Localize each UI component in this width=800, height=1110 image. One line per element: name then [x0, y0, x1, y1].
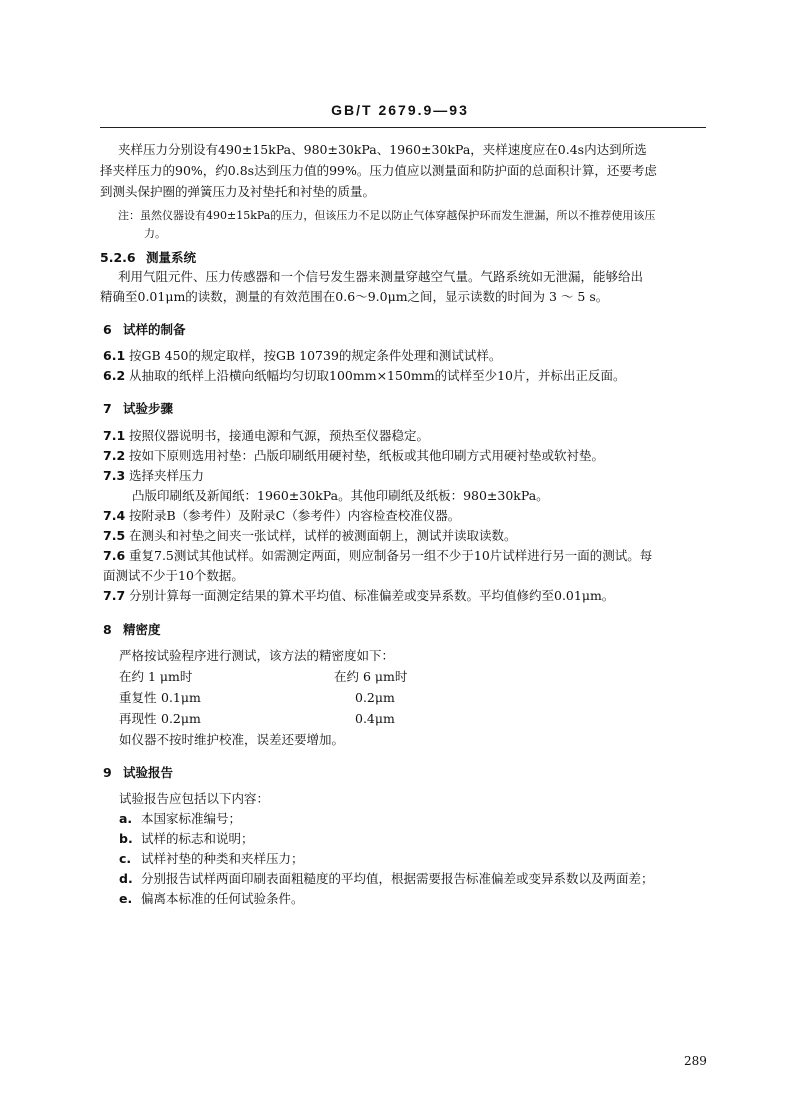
item-7-6: [103, 548, 652, 564]
report-item-e-text: 偏离本标准的任何试验条件。: [141, 891, 304, 906]
item-7-2: [103, 448, 604, 464]
precision-col-head-1: 在约 1 μm时: [119, 669, 193, 684]
item-7-7-number: 7.7: [103, 588, 126, 603]
item-7-6-text: 重复7.5测试其他试样。如需测定两面，则应制备另一组不少于10片试样进行另一面的测试。每: [129, 548, 653, 563]
section-8-number: 8: [103, 622, 112, 637]
precision-intro: 严格按试验程序进行测试，该方法的精密度如下：: [119, 648, 395, 663]
report-item-c-text: 试样衬垫的种类和夹样压力；: [141, 851, 304, 866]
item-7-5-text: 在测头和衬垫之间夹一张试样，试样的被测面朝上，测试并读取读数。: [129, 528, 517, 543]
item-7-3-number: 7.3: [103, 468, 126, 483]
section-7-number: 7: [103, 401, 112, 416]
report-item-e-label: e.: [119, 891, 133, 906]
item-7-5-number: 7.5: [103, 528, 126, 543]
item-7-4-text: 按附录B（参考件）及附录C（参考件）内容检查校准仪器。: [129, 508, 461, 523]
report-item-a-label: a.: [119, 811, 133, 826]
item-7-5: [103, 528, 517, 544]
reproducibility-value-2: 0.4μm: [355, 711, 395, 726]
item-7-3-pressures: 凸版印刷纸及新闻纸：1960±30kPa。其他印刷纸及纸板：980±30kPa。: [132, 488, 549, 503]
report-intro: 试验报告应包括以下内容：: [119, 791, 270, 806]
item-7-6-continued: 面测试不少于10个数据。: [103, 568, 244, 583]
repeatability-value-1: 0.1μm: [161, 690, 201, 705]
precision-col-head-2: 在约 6 μm时: [334, 669, 408, 684]
precision-row-repeatability: [119, 690, 201, 706]
item-7-1: [103, 428, 429, 444]
section-7-title: 试验步骤: [123, 401, 174, 416]
item-7-1-text: 按照仪器说明书，接通电源和气源，预热至仪器稳定。: [129, 428, 430, 443]
header-rule: [100, 127, 706, 128]
report-item-e: [119, 891, 304, 907]
reproducibility-value-1: 0.2μm: [161, 711, 201, 726]
item-7-1-number: 7.1: [103, 428, 126, 443]
section-9-heading: [103, 765, 173, 781]
item-6-2-text: 从抽取的纸样上沿横向纸幅均匀切取100mm×150mm的试样至少10片，并标出正反面。: [129, 368, 626, 383]
item-7-7-text: 分别计算每一面测定结果的算术平均值、标准偏差或变异系数。平均值修约至0.01μm。: [129, 588, 615, 603]
item-6-1-text: 按GB 450的规定取样，按GB 10739的规定条件处理和测试试样。: [129, 348, 502, 363]
precision-footer: 如仪器不按时维护校准，误差还要增加。: [119, 732, 345, 747]
clamp-para-line-2: 择夹样压力的90%，约0.8s达到压力值的99%。压力值应以测量面和防护面的总面积计算，还要考虑: [100, 163, 657, 178]
section-526-number: 5.2.6: [100, 250, 136, 265]
item-7-4-number: 7.4: [103, 508, 126, 523]
item-7-2-number: 7.2: [103, 448, 126, 463]
report-item-b-label: b.: [119, 831, 133, 846]
section-526-heading: [100, 250, 196, 266]
report-item-c: [119, 851, 304, 867]
clamp-para-line-3: 到测头保护圈的弹簧压力及衬垫托和衬垫的质量。: [100, 184, 376, 199]
item-7-2-text: 按如下原则选用衬垫：凸版印刷纸用硬衬垫，纸板或其他印刷方式用硬衬垫或软衬垫。: [129, 448, 605, 463]
repeatability-label: 重复性: [119, 690, 157, 705]
item-6-2: [103, 368, 626, 384]
reproducibility-label: 再现性: [119, 711, 157, 726]
section-6-number: 6: [103, 322, 112, 337]
report-item-a: [119, 811, 241, 827]
section-8-heading: [103, 622, 161, 638]
standard-header: GB/T 2679.9—93: [331, 102, 469, 118]
report-item-c-label: c.: [119, 851, 132, 866]
section-8-title: 精密度: [123, 622, 161, 637]
item-6-1: [103, 348, 501, 364]
page-number: 289: [684, 1054, 707, 1068]
item-7-3-text: 选择夹样压力: [129, 468, 205, 483]
section-526-line-1: 利用气阻元件、压力传感器和一个信号发生器来测量穿越空气量。气路系统如无泄漏，能够给出: [118, 269, 644, 284]
report-item-d-text: 分别报告试样两面印刷表面粗糙度的平均值，根据需要报告标准偏差或变异系数以及两面差；: [141, 871, 654, 886]
section-9-title: 试验报告: [123, 765, 174, 780]
section-6-heading: [103, 322, 186, 338]
clamp-para-line-1: 夹样压力分别设有490±15kPa、980±30kPa、1960±30kPa，夹样速度应在0.4s内达到所选: [118, 142, 647, 157]
precision-row-reproducibility: [119, 711, 201, 727]
note-line-2: 力。: [144, 227, 166, 240]
item-7-7: [103, 588, 614, 604]
item-7-6-number: 7.6: [103, 548, 126, 563]
report-item-d-label: d.: [119, 871, 133, 886]
report-item-a-text: 本国家标准编号；: [141, 811, 242, 826]
repeatability-value-2: 0.2μm: [355, 690, 395, 705]
item-6-1-number: 6.1: [103, 348, 126, 363]
section-7-heading: [103, 401, 173, 417]
note-line-1: 注：虽然仪器设有490±15kPa的压力，但该压力不足以防止气体穿越保护环而发生泄漏，所以不推荐使用该压: [118, 209, 656, 222]
section-6-title: 试样的制备: [123, 322, 186, 337]
section-526-title: 测量系统: [146, 250, 197, 265]
item-6-2-number: 6.2: [103, 368, 126, 383]
report-item-b: [119, 831, 254, 847]
section-526-line-2: 精确至0.01μm的读数，测量的有效范围在0.6～9.0μm之间，显示读数的时间为 3 ～ 5 s。: [100, 289, 609, 304]
report-item-b-text: 试样的标志和说明；: [141, 831, 254, 846]
report-item-d: [119, 871, 654, 887]
item-7-3: [103, 468, 204, 484]
item-7-4: [103, 508, 460, 524]
section-9-number: 9: [103, 765, 112, 780]
